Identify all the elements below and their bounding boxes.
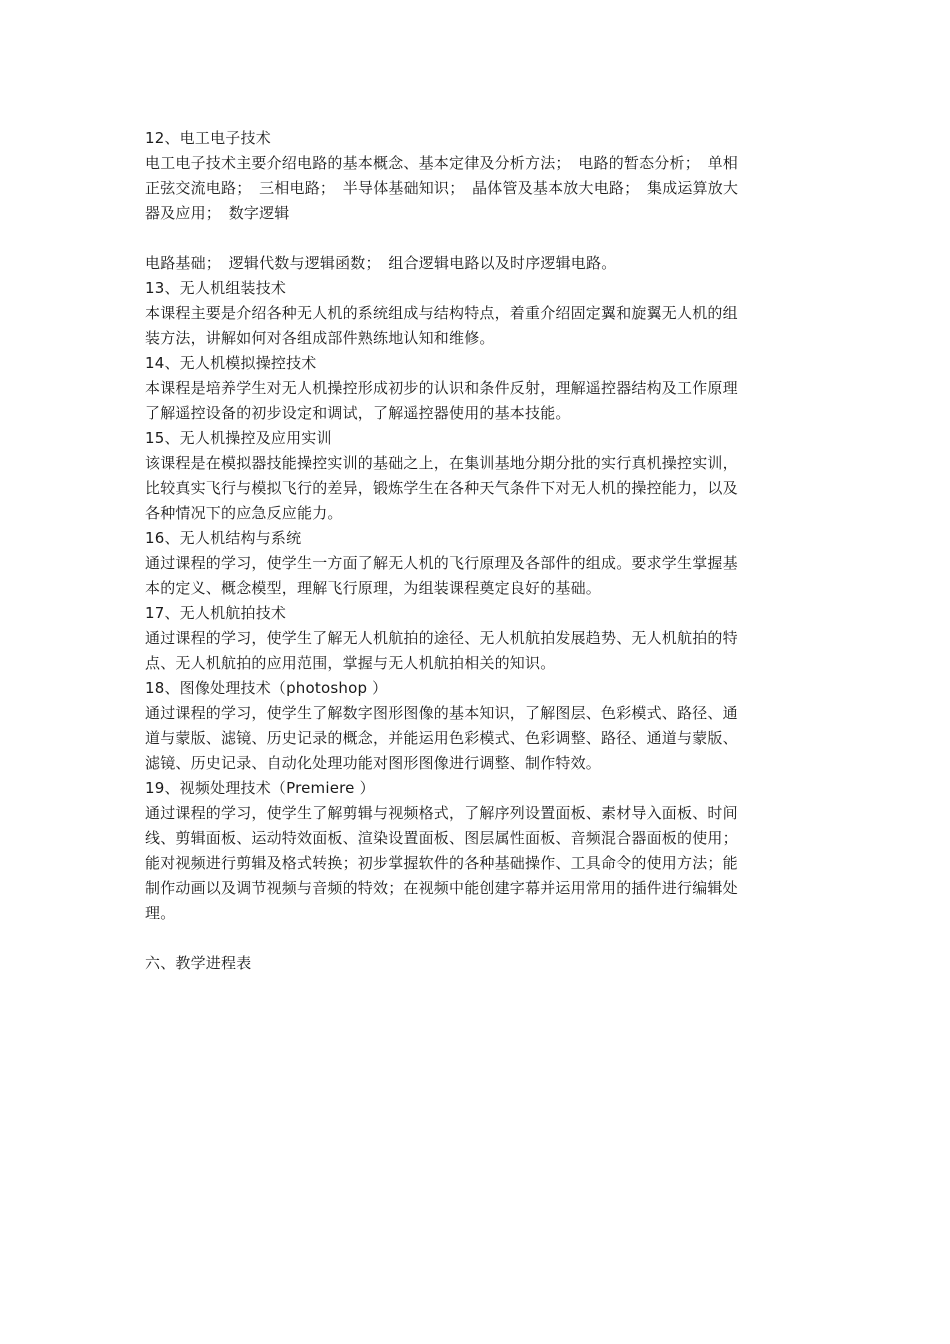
section-15-line-3: 各种情况下的应急反应能力。 bbox=[145, 504, 343, 522]
section-18-line-2: 道与蒙版、滤镜、历史记录的概念，并能运用色彩模式、色彩调整、路径、通道与蒙版、 bbox=[145, 729, 738, 747]
document-page bbox=[145, 126, 808, 976]
section-19-line-2: 线、剪辑面板、运动特效面板、渲染设置面板、图层属性面板、音频混合器面板的使用； bbox=[145, 829, 738, 847]
section-15-line-2: 比较真实飞行与模拟飞行的差异，锻炼学生在各种天气条件下对无人机的操控能力，以及 bbox=[145, 479, 738, 497]
section-19-line-4: 制作动画以及调节视频与音频的特效；在视频中能创建字幕并运用常用的插件进行编辑处 bbox=[145, 879, 738, 897]
paragraph-gap bbox=[145, 226, 808, 251]
section-12-line-2: 正弦交流电路； 三相电路； 半导体基础知识； 晶体管及基本放大电路； 集成运算放大 bbox=[145, 179, 739, 197]
section-16-heading: 16、无人机结构与系统 bbox=[145, 529, 302, 547]
section-16-line-1: 通过课程的学习，使学生一方面了解无人机的飞行原理及各部件的组成。要求学生掌握基 bbox=[145, 554, 738, 572]
section-17-line-1: 通过课程的学习，使学生了解无人机航拍的途径、无人机航拍发展趋势、无人机航拍的特 bbox=[145, 629, 738, 647]
chapter-heading: 六、教学进程表 bbox=[145, 954, 252, 972]
section-18-heading: 18、图像处理技术（photoshop ） bbox=[145, 679, 388, 697]
section-18-line-1: 通过课程的学习，使学生了解数字图形图像的基本知识，了解图层、色彩模式、路径、通 bbox=[145, 704, 738, 722]
section-12-heading: 12、电工电子技术 bbox=[145, 129, 271, 147]
section-19-line-1: 通过课程的学习，使学生了解剪辑与视频格式，了解序列设置面板、素材导入面板、时间 bbox=[145, 804, 738, 822]
section-12-line-3: 器及应用； 数字逻辑 bbox=[145, 204, 290, 222]
paragraph-gap bbox=[145, 926, 808, 951]
section-12-line-1: 电工电子技术主要介绍电路的基本概念、基本定律及分析方法； 电路的暂态分析； 单相 bbox=[145, 154, 739, 172]
section-17-line-2: 点、无人机航拍的应用范围，掌握与无人机航拍相关的知识。 bbox=[145, 654, 556, 672]
section-15-heading: 15、无人机操控及应用实训 bbox=[145, 429, 332, 447]
section-19-heading: 19、视频处理技术（Premiere ） bbox=[145, 779, 375, 797]
section-14-heading: 14、无人机模拟操控技术 bbox=[145, 354, 317, 372]
section-13-heading: 13、无人机组装技术 bbox=[145, 279, 287, 297]
section-19-line-5: 理。 bbox=[145, 904, 176, 922]
section-13-line-1: 本课程主要是介绍各种无人机的系统组成与结构特点，着重介绍固定翼和旋翼无人机的组 bbox=[145, 304, 738, 322]
section-14-line-2: 了解遥控设备的初步设定和调试，了解遥控器使用的基本技能。 bbox=[145, 404, 571, 422]
section-19-line-3: 能对视频进行剪辑及格式转换；初步掌握软件的各种基础操作、工具命令的使用方法；能 bbox=[145, 854, 738, 872]
section-14-line-1: 本课程是培养学生对无人机操控形成初步的认识和条件反射，理解遥控器结构及工作原理 bbox=[145, 379, 738, 397]
section-18-line-3: 滤镜、历史记录、自动化处理功能对图形图像进行调整、制作特效。 bbox=[145, 754, 602, 772]
section-17-heading: 17、无人机航拍技术 bbox=[145, 604, 287, 622]
section-13-line-2: 装方法，讲解如何对各组成部件熟练地认知和维修。 bbox=[145, 329, 495, 347]
section-15-line-1: 该课程是在模拟器技能操控实训的基础之上，在集训基地分期分批的实行真机操控实训， bbox=[145, 454, 738, 472]
section-12-line-4: 电路基础； 逻辑代数与逻辑函数； 组合逻辑电路以及时序逻辑电路。 bbox=[145, 254, 617, 272]
section-16-line-2: 本的定义、概念模型，理解飞行原理，为组装课程奠定良好的基础。 bbox=[145, 579, 602, 597]
